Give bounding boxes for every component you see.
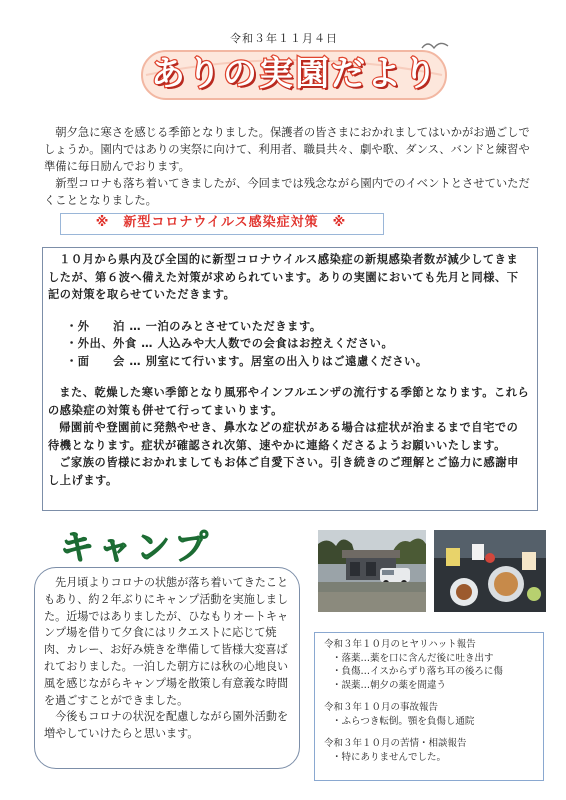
camp-text [44,575,292,743]
covid-paragraph: また、乾燥した寒い季節となり風邪やインフルエンザの流行する季節となります。これらの感染症の対策も併せて行ってまいります。 [48,386,530,417]
near-miss-item: ・落薬…薬を口に含んだ後に吐き出す [332,652,494,664]
near-miss-item: ・負傷…イスからずり落ち耳の後ろに傷 [332,666,503,677]
camp-paragraph: 今後もコロナの状況を配慮しながら園外活動を増やしていけたらと思います。 [44,710,289,741]
covid-measures-list [66,318,530,371]
covid-paragraph: １０月から県内及び全国的に新型コロナウイルス感染症の新規感染者数が減少してきましたが、第６波へ備えた対策が求められています。ありの実園においても先月と同様、下記の対策を取らせていただきます。 [48,253,519,301]
bird-ornament-icon [420,38,450,54]
near-miss-item: ・誤薬…朝夕の薬を間違う [332,679,447,691]
complaint-item: ・特にありませんでした。 [332,751,447,763]
accident-title: 令和３年１０月の事故報告 [324,702,439,713]
covid-notice-text [48,251,530,489]
covid-paragraph: ご家族の皆様におかれましてもお体ご自愛下さい。引き続きのご理解とご協力に感謝申し上げます。 [48,456,519,487]
issue-date: 令和３年１１月４日 [230,32,338,45]
covid-measure-item: ・外 泊 … 一泊のみとさせていただきます。 [66,319,322,333]
near-miss-title: 令和３年１０月のヒヤリハット報告 [324,639,476,650]
covid-paragraph: 帰園前や登園前に発熱やせき、鼻水などの症状がある場合は症状が治まるまで自宅での待機となります。症状が確認され次第、速やかに連絡くださるようお願いいたします。 [48,421,519,452]
covid-measure-item: ・面 会 … 別室にて行います。居室の出入りはご遠慮ください。 [66,354,428,368]
intro-paragraph: 朝夕急に寒さを感じる季節となりました。保護者の皆さまにおかれましてはいかがお過ごしでしょうか。園内ではありの実祭に向けて、利用者、職員共々、劇や歌、ダンス、バンドと練習や準備に毎日励んでおります。 [44,126,530,173]
intro-section [44,124,534,209]
complaint-title: 令和３年１０月の苦情・相談報告 [324,738,467,749]
covid-measure-item: ・外出、外食 … 人込みや大人数での会食はお控えください。 [66,337,394,350]
camp-paragraph: 先月頃よりコロナの状態が落ち着いてきたこともあり、約２年ぶりにキャンプ活動を実施しました。近場ではありましたが、ひなもりオートキャンプ場を借りて夕食にはリクエストに応じて焼肉、カレー、お好み焼きを準備して皆様大変喜ばれておりました。一泊した朝方には秋の心地良い風を感じながらキャンプ場を散策し有意義な時間を過ごすことができました。 [44,576,289,707]
camp-food-photo [434,530,546,612]
camp-title: キャンプ [60,528,212,568]
accident-item: ・ふらつき転倒。顎を負傷し通院 [332,715,475,727]
camp-cabin-photo [318,530,426,612]
covid-heading: ※ 新型コロナウイルス感染症対策 ※ [95,215,347,230]
newsletter-title: ありの実園だより [151,54,439,94]
monthly-report [324,638,540,764]
intro-paragraph: 新型コロナも落ち着いてきましたが、今回までは残念ながら園内でのイベントとさせていただくこととなりました。 [44,177,530,207]
